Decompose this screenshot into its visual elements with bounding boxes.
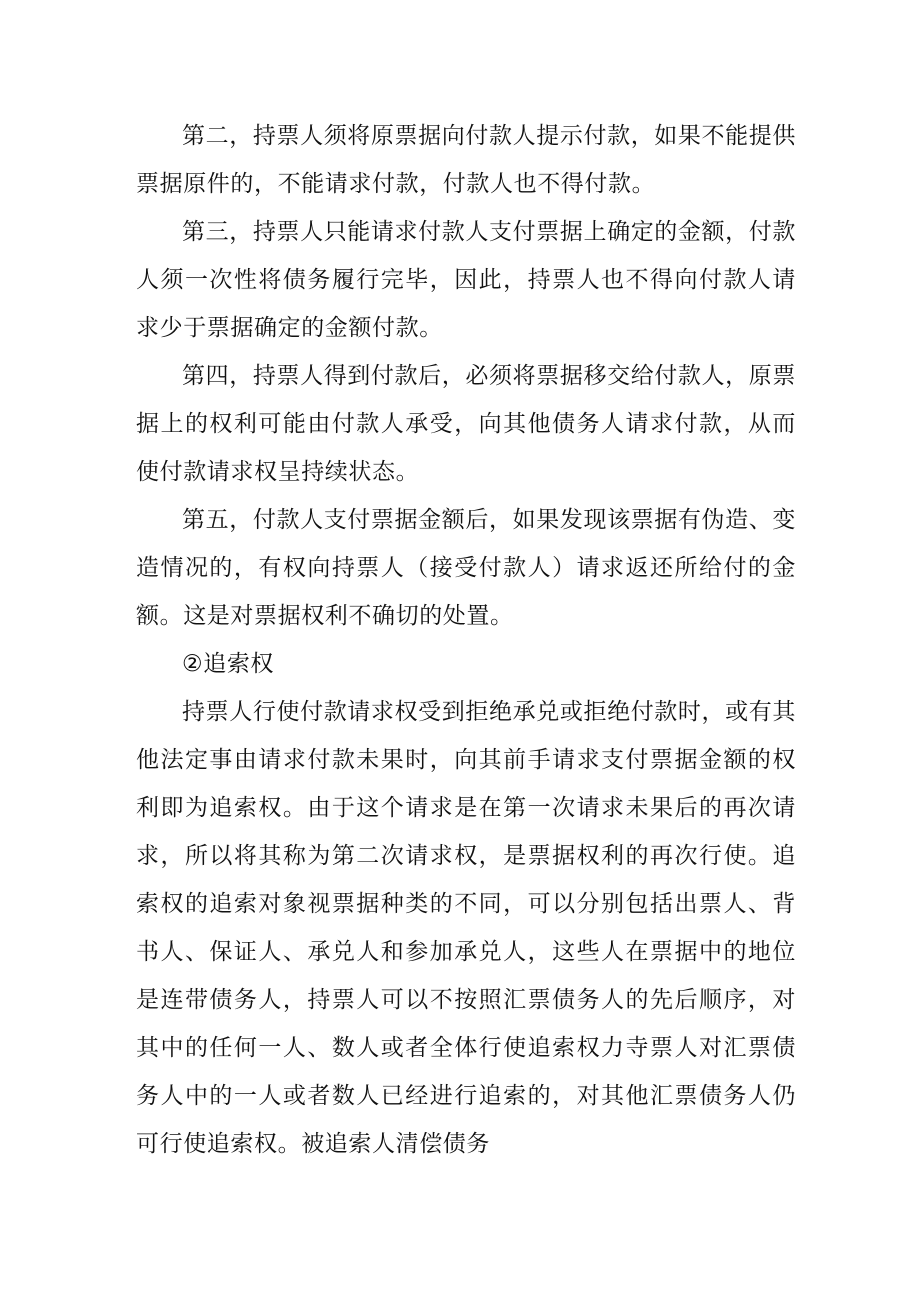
document-body: [136, 112, 796, 1168]
paragraph-fifth-point: 第五，付款人支付票据金额后，如果发现该票据有伪造、变造情况的，有权向持票人（接受付款人）请求返还所给付的金额。这是对票据权利不确切的处置。: [136, 507, 796, 629]
section-heading-recourse-right: ②追索权: [182, 651, 275, 677]
paragraph-fourth-point: 第四，持票人得到付款后，必须将票据移交给付款人，原票据上的权利可能由付款人承受，向其他债务人请求付款，从而使付款请求权呈持续状态。: [136, 363, 796, 485]
paragraph-second-point: 第二，持票人须将原票据向付款人提示付款，如果不能提供票据原件的，不能请求付款，付款人也不得付款。: [136, 123, 796, 197]
paragraph-recourse-right: 持票人行使付款请求权受到拒绝承兑或拒绝付款时，或有其他法定事由请求付款未果时，向其前手请求支付票据金额的权利即为追索权。由于这个请求是在第一次请求未果后的再次请求，所以将其称为第二次请求权，是票据权利的再次行使。追索权的追索对象视票据种类的不同，可以分别包括出票人、背书人、保证人、承兑人和参加承兑人，这些人在票据中的地位是连带债务人，持票人可以不按照汇票债务人的先后顺序，对其中的任何一人、数人或者全体行使追索权力寺票人对汇票债务人中的一人或者数人已经进行追索的，对其他汇票债务人仍可行使追索权。被追索人清偿债务: [136, 699, 796, 1157]
paragraph-third-point: 第三，持票人只能请求付款人支付票据上确定的金额，付款人须一次性将债务履行完毕，因此，持票人也不得向付款人请求少于票据确定的金额付款。: [136, 219, 796, 341]
